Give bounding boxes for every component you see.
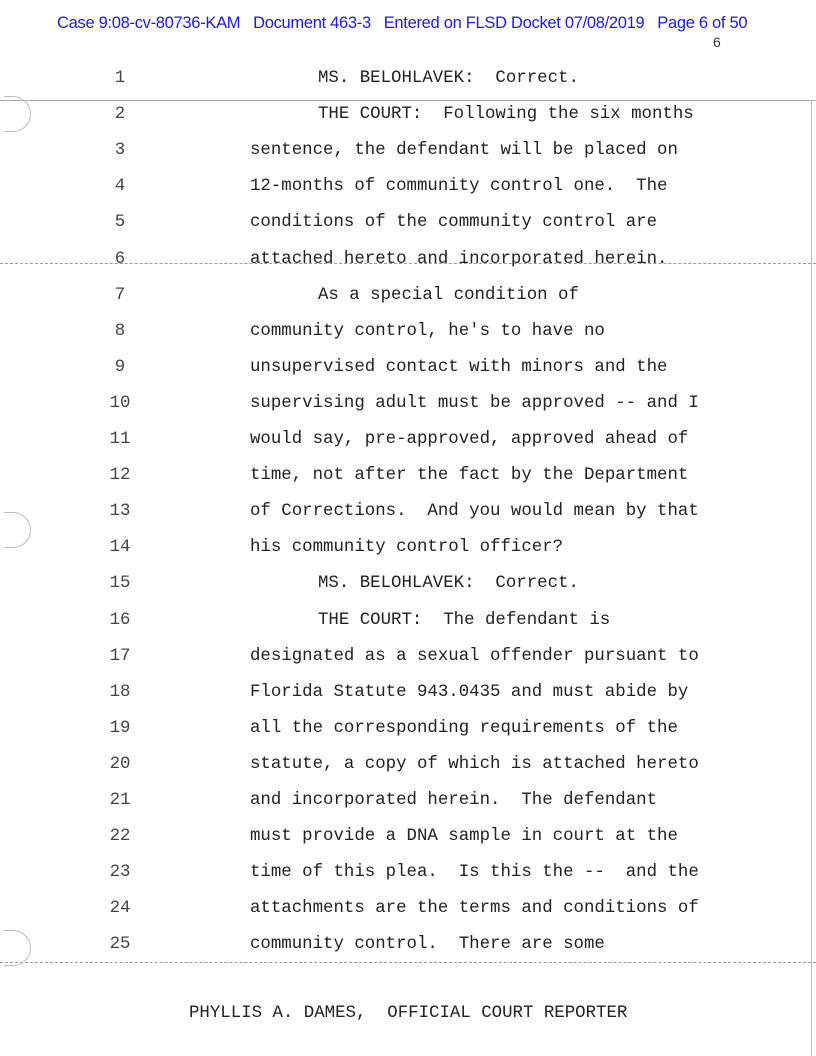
transcript-line [0,791,816,815]
line-number: 19 [109,718,131,738]
transcript-line [0,574,816,598]
transcript-line [0,394,816,418]
line-text: of Corrections. And you would mean by that [250,502,699,522]
line-number: 10 [109,393,131,413]
reporter-footer: PHYLLIS A. DAMES, OFFICIAL COURT REPORTER [189,1004,628,1023]
line-number: 7 [114,285,126,305]
transcript-line [0,719,816,743]
transcript-line [0,899,816,923]
transcript-line [0,466,816,490]
line-text: attachments are the terms and conditions of [250,899,699,919]
line-number: 3 [114,141,126,161]
line-text: time, not after the fact by the Department [250,466,689,486]
line-number: 23 [109,863,131,883]
transcript-line [0,177,816,201]
line-text: attached hereto and incorporated herein. [250,249,668,269]
line-text: As a special condition of [318,285,579,305]
line-number: 16 [109,610,131,630]
line-text: THE COURT: Following the six months [318,105,694,125]
line-text: supervising adult must be approved -- and I [250,393,699,413]
line-text: MS. BELOHLAVEK: Correct. [318,574,579,594]
line-number: 25 [109,935,131,955]
line-text: all the corresponding requirements of the [250,718,678,738]
line-text: conditions of the community control are [250,213,658,233]
line-text: statute, a copy of which is attached hereto [250,754,699,774]
line-text: time of this plea. Is this the -- and the [250,863,699,883]
transcript-line [0,863,816,887]
transcript-line [0,69,816,93]
line-number: 20 [109,754,131,774]
line-number: 9 [114,357,126,377]
top-rule [0,100,816,101]
line-text: sentence, the defendant will be placed on [250,141,678,161]
line-text: must provide a DNA sample in court at the [250,827,678,847]
line-text: designated as a sexual offender pursuant to [250,646,699,666]
page-number: 6 [713,34,721,50]
line-number: 13 [109,502,131,522]
line-number: 2 [114,105,126,125]
transcript-line [0,611,816,635]
transcript-line [0,322,816,346]
docket-stamp: Case 9:08-cv-80736-KAM Document 463-3 Entered on FLSD Docket 07/08/2019 Page 6 of 50 [57,14,748,32]
line-text: his community control officer? [250,538,564,558]
line-text: and incorporated herein. The defendant [250,791,658,810]
bottom-rule [0,962,816,963]
line-number: 1 [114,69,126,88]
transcript-line [0,213,816,237]
transcript-line [0,358,816,382]
line-number: 12 [109,466,131,486]
line-number: 21 [109,791,131,810]
line-text: unsupervised contact with minors and the [250,357,668,377]
line-number: 4 [114,177,126,197]
transcript-line [0,502,816,526]
transcript-line [0,105,816,129]
line-text: Florida Statute 943.0435 and must abide by [250,682,689,702]
transcript-line [0,250,816,274]
transcript-line [0,430,816,454]
transcript-line [0,141,816,165]
line-text: THE COURT: The defendant is [318,610,611,630]
line-number: 22 [109,827,131,847]
line-number: 17 [109,646,131,666]
transcript-line [0,538,816,562]
line-text: MS. BELOHLAVEK: Correct. [318,69,579,88]
line-text: 12-months of community control one. The [250,177,668,197]
transcript-line [0,286,816,310]
transcript-line [0,683,816,707]
transcript-line [0,755,816,779]
transcript-line [0,647,816,671]
line-number: 15 [109,574,131,594]
line-number: 24 [109,899,131,919]
line-text: would say, pre-approved, approved ahead of [250,430,689,449]
line-number: 18 [109,682,131,702]
transcript-line [0,935,816,959]
line-text: community control, he's to have no [250,321,605,341]
line-number: 6 [114,249,126,269]
line-number: 5 [114,213,126,233]
line-number: 8 [114,321,126,341]
line-number: 11 [109,430,131,449]
transcript-line [0,827,816,851]
line-text: community control. There are some [250,935,605,955]
line-number: 14 [109,538,131,558]
